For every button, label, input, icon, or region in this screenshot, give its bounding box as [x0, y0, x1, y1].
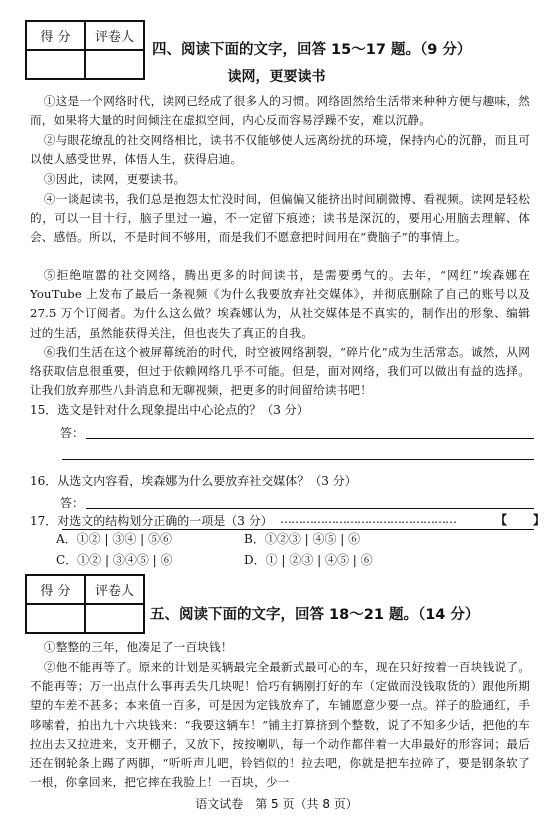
s5-paragraph-2: ②他不能再等了。原来的计划是买辆最完全最新式最可心的车，现在只好按着一百块钱说了。不能再等；万一出点什么事再丢失几块呢！恰巧有辆刚打好的车（定做而没钱取货的）跟他所期望的车差不甚多；本来值一百多，可是因为定钱放弃了，车铺愿意少要一点。祥子的脸通红，手哆嗦着，拍出九十六块钱来：“我要这辆车！”铺主打算挤到个整数，说了不知多少话，把他的车拉出去又拉进来，支开棚子，又放下，按按喇叭，每一个动作都伴着一大串最好的形容词；最后还在钢轮条上踢了两脚，“听听声儿吧，铃铛似的！拉去吧，你就是把车拉碎了，要是钢条软了一根，你拿回来，把它摔在我脸上！一百块，少一	[30, 660, 530, 790]
question-15: 15．选文是针对什么现象提出中心论点的？（3 分）	[30, 403, 309, 417]
option-b[interactable]: B．①②③ | ④⑤ | ⑥	[244, 532, 361, 546]
paragraph-2: ②与眼花缭乱的社交网络相比，读书不仅能够使人远离纷扰的环境，保持内心的沉静，而且可以使人感受世界，体悟人生，获得启迪。	[30, 133, 530, 167]
score-label: 得 分	[26, 21, 85, 50]
s5-paragraph-1: ①整整的三年，他凑足了一百块钱！	[43, 640, 233, 654]
paragraph-4: ④一谈起读书，我们总是抱怨太忙没时间，但偏偏又能挤出时间刷微博、看视频。读网是轻松的，可以一目十行，脑子里过一遍，不一定留下痕迹；读书是深沉的，要用心用脑去理解、体会、感悟。所以，不是时间不够用，而是我们不愿意把时间用在“费脑子”的事情上。	[30, 192, 530, 245]
question-17-dots: …………………………………………	[280, 512, 456, 526]
section5-title: 五、阅读下面的文字，回答 18～21 题。（14 分）	[150, 607, 480, 623]
paragraph-3: ③因此，读网，更要读书。	[43, 172, 186, 186]
answer-bracket-left[interactable]: 【	[495, 513, 508, 527]
article-title: 读网，更要读书	[227, 69, 326, 85]
score-label: 得 分	[26, 575, 85, 604]
answer-line-15b[interactable]	[62, 459, 534, 460]
grader-cell	[85, 604, 144, 633]
option-d[interactable]: D．① | ②③ | ④⑤ | ⑥	[244, 553, 373, 567]
grader-label: 评卷人	[85, 575, 144, 604]
answer-label-16: 答：	[60, 496, 85, 510]
question-16: 16．从选文内容看，埃森娜为什么要放弃社交媒体？（3 分）	[30, 474, 357, 488]
page-footer: 语文试卷 第 5 页（共 8 页）	[195, 797, 358, 811]
question-17: 17．对选文的结构划分正确的一项是（3 分）	[30, 514, 273, 528]
option-c[interactable]: C．①② | ③④⑤ | ⑥	[56, 553, 173, 567]
score-cell	[26, 604, 85, 633]
paragraph-6: ⑥我们生活在这个被屏幕统治的时代，时空被网络割裂，“碎片化”成为生活常态。诚然，从网络获取信息很重要，但过于依赖网络几乎不可能。但是，面对网络，我们可以做出有益的选择。让我们放弃那些八卦消息和无聊视频，把更多的时间留给读书吧！	[30, 345, 530, 398]
paragraph-1: ①这是一个网络时代，读网已经成了很多人的习惯。网络固然给生活带来种种方便与趣味，然而，如果将大量的时间倾注在虚拟空间，内心反而容易浮躁不安，难以沉静。	[30, 94, 530, 128]
answer-label-15: 答：	[60, 426, 85, 440]
paragraph-5: ⑤拒绝喧嚣的社交网络，腾出更多的时间读书，是需要勇气的。去年，“网红”埃森娜在 YouTube 上发布了最后一条视频《为什么我要放弃社交媒体》，并彻底删除了自己的账号以及 27.5 万个订阅者。为什么这么做？埃森娜认为，从社交媒体是不真实的，制作出的形象、编辑过的生活，虽然能获得关注，但也丧失了真正的自我。	[30, 268, 530, 340]
answer-line-16a[interactable]	[86, 508, 534, 509]
score-box-section5	[25, 574, 145, 634]
grader-label: 评卷人	[85, 21, 144, 50]
section4-title: 四、阅读下面的文字，回答 15～17 题。（9 分）	[152, 42, 472, 58]
option-a[interactable]: A．①② | ③④ | ⑤⑥	[56, 532, 173, 546]
answer-bracket-right[interactable]: 】	[533, 513, 546, 527]
answer-line-15a[interactable]	[86, 438, 534, 439]
